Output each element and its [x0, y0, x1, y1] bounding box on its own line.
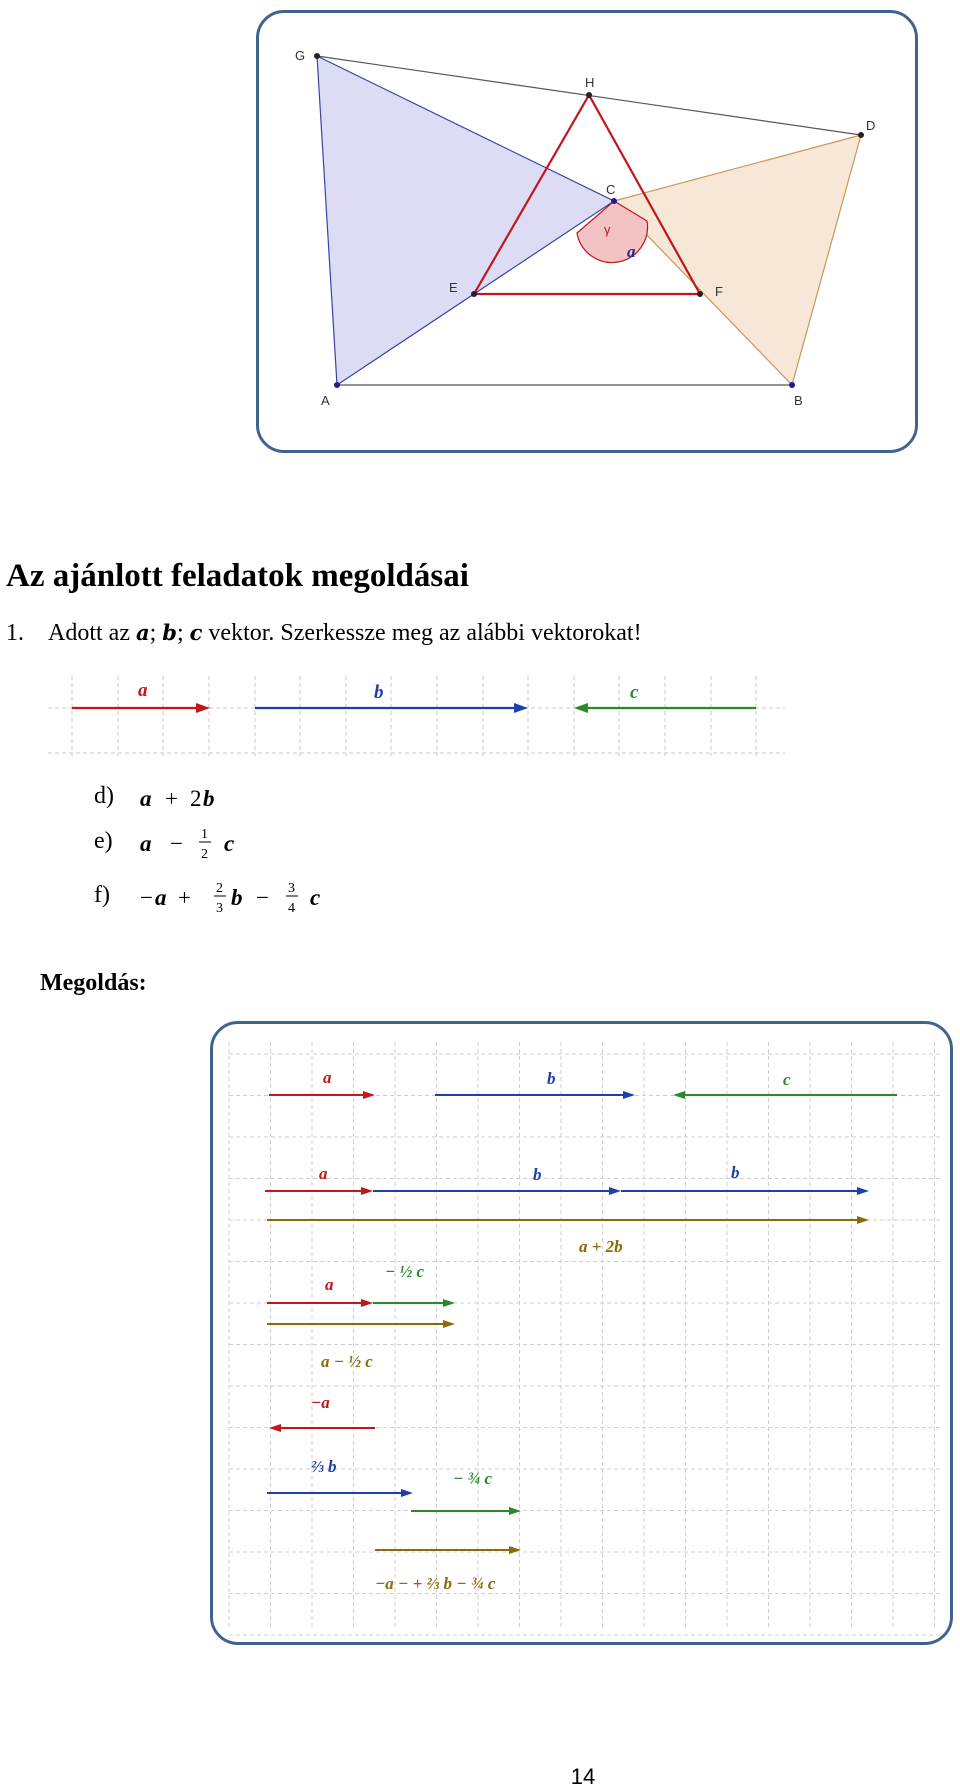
sol-label-two-thirds-b: ⅔ b — [311, 1457, 337, 1476]
point-h — [586, 92, 592, 98]
arrow-head — [443, 1299, 455, 1307]
arrow-head — [623, 1091, 635, 1099]
point-a — [334, 382, 340, 388]
task-vector-a: a — [135, 620, 150, 645]
expr-fraction-num: 3 — [288, 881, 295, 896]
expr-c: c — [310, 885, 321, 910]
sol-label-sum-e: a − ½ c — [321, 1352, 373, 1371]
item-d-expression — [138, 778, 438, 818]
sol-label-b: b — [547, 1069, 556, 1088]
item-letter: e) — [94, 828, 113, 854]
expr-fraction-den: 2 — [201, 847, 208, 862]
vector-c-label: c — [630, 682, 639, 703]
expr-fraction-num: 2 — [216, 881, 223, 896]
sol-label-sum-f: −a − + ⅔ b − ¾ c — [375, 1574, 496, 1593]
page-number: 14 — [570, 1764, 596, 1789]
expr-b: b — [231, 885, 243, 910]
triangle-construction — [259, 13, 921, 456]
item-letter: d) — [94, 783, 114, 809]
expr-minus: − — [170, 831, 183, 856]
task-sep: ; — [149, 620, 157, 646]
item-d — [94, 783, 114, 810]
item-e — [94, 828, 113, 855]
label-a: A — [321, 393, 330, 408]
sol-label-b: b — [533, 1165, 542, 1184]
arrow-head — [361, 1299, 373, 1307]
arrow-head — [673, 1091, 685, 1099]
expr-fraction-den: 4 — [288, 901, 295, 916]
point-d — [858, 132, 864, 138]
vector-c-head — [574, 703, 588, 713]
triangle-gca — [317, 56, 614, 385]
sol-label-a: a — [325, 1275, 334, 1294]
triangle-figure-frame — [256, 10, 918, 453]
vector-b-label: b — [374, 682, 384, 703]
task-text-before: Adott az — [48, 620, 130, 646]
point-b — [789, 382, 795, 388]
expr-coef: 2 — [190, 786, 202, 811]
item-f-expression — [138, 868, 458, 918]
arrow-head — [609, 1187, 621, 1195]
item-letter: f) — [94, 882, 110, 908]
point-f — [697, 291, 703, 297]
label-h: H — [585, 75, 595, 90]
label-f: F — [715, 284, 723, 299]
sol-label-c: c — [783, 1070, 791, 1089]
given-vectors-grid — [0, 668, 960, 758]
sol-label-a: a — [319, 1164, 328, 1183]
sol-label-half-c: − ½ c — [385, 1262, 425, 1281]
triangle-cdb — [614, 135, 861, 385]
label-side-a: a — [627, 242, 636, 261]
item-e-expression — [138, 818, 438, 868]
vector-a-head — [196, 703, 210, 713]
expr-plus: + — [178, 885, 191, 910]
vector-b-head — [514, 703, 528, 713]
expr-a: a — [140, 786, 152, 811]
task-sep: ; — [176, 620, 184, 646]
arrow-head — [363, 1091, 375, 1099]
arrow-head — [857, 1187, 869, 1195]
task-vector-b: b — [162, 620, 177, 645]
label-b: B — [794, 393, 803, 408]
label-d: D — [866, 118, 876, 133]
expr-minus: − — [256, 885, 269, 910]
sol-label-b: b — [731, 1163, 740, 1182]
label-gamma: γ — [604, 222, 611, 237]
solution-grid — [229, 1042, 941, 1635]
expr-fraction-den: 3 — [216, 901, 223, 916]
arrow-head — [857, 1216, 869, 1224]
task-text-after: vektor. Szerkessze meg az alábbi vektorokat! — [208, 620, 642, 646]
arrow-head — [443, 1320, 455, 1328]
expr-plus: + — [165, 786, 178, 811]
label-c: C — [606, 182, 616, 197]
expr-neg: − — [140, 885, 153, 910]
expr-a: a — [155, 885, 167, 910]
sol-label-three-quarters-c: − ¾ c — [453, 1469, 493, 1488]
solution-figure-frame — [210, 1021, 953, 1645]
sol-label-neg-a: −a — [311, 1393, 330, 1412]
expr-a: a — [140, 831, 152, 856]
grid-lines — [48, 676, 785, 756]
sol-label-sum-d: a + 2b — [579, 1237, 623, 1256]
vector-a-label: a — [138, 680, 148, 701]
item-f — [94, 882, 110, 909]
point-c — [611, 198, 617, 204]
expr-b: b — [203, 786, 215, 811]
task-number: 1. — [6, 620, 24, 646]
label-g: G — [295, 48, 306, 63]
sol-label-a: a — [323, 1068, 332, 1087]
solution-label: Megoldás: — [40, 970, 147, 996]
task-statement — [6, 620, 642, 647]
task-vector-c: c — [189, 620, 203, 645]
arrow-head — [401, 1489, 413, 1497]
label-e: E — [449, 280, 458, 295]
expr-fraction-num: 1 — [201, 827, 208, 842]
point-g — [314, 53, 320, 59]
expr-c: c — [224, 831, 235, 856]
solution-construction — [213, 1024, 956, 1648]
point-e — [471, 291, 477, 297]
arrow-head — [361, 1187, 373, 1195]
section-heading: Az ajánlott feladatok megoldásai — [6, 558, 469, 594]
